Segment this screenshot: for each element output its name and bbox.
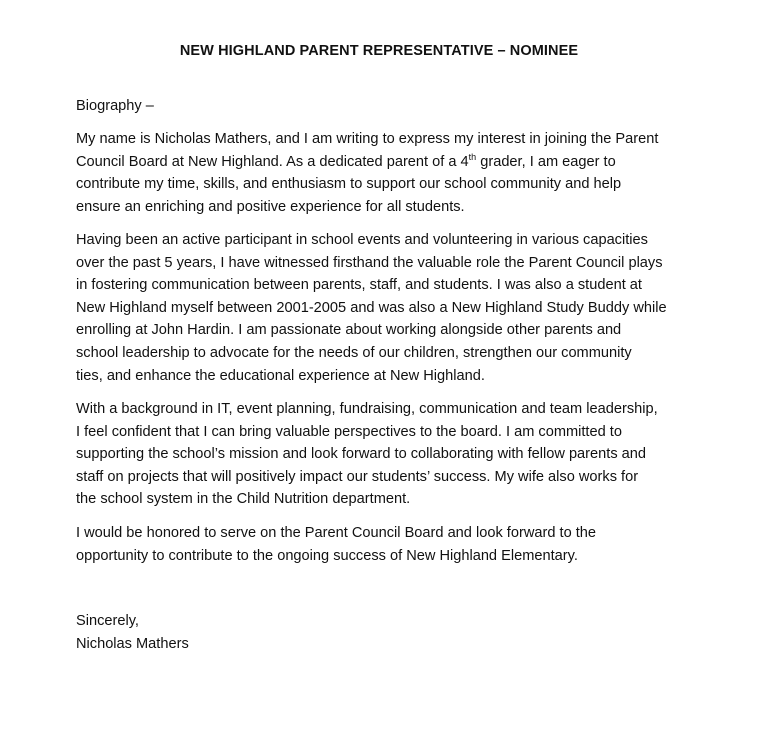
paragraph-line: school leadership to advocate for the needs of our children, strengthen our community <box>76 344 632 361</box>
paragraph-line <box>76 151 716 174</box>
document-title: NEW HIGHLAND PARENT REPRESENTATIVE – NOMINEE <box>179 43 579 59</box>
paragraph-introduction <box>76 128 716 218</box>
paragraph-line: staff on projects that will positively impact our students’ success. My wife also works for <box>76 468 639 485</box>
paragraph-line: in fostering communication between parents, staff, and students. I was also a student at <box>76 277 642 294</box>
paragraph-conclusion <box>76 522 716 567</box>
paragraph-line: New Highland myself between 2001-2005 and was also a New Highland Study Buddy while <box>76 299 667 316</box>
closing-salutation: Sincerely, <box>76 613 139 629</box>
paragraph-line: I would be honored to serve on the Parent Council Board and look forward to the <box>76 525 597 541</box>
paragraph-line: supporting the school’s mission and look forward to collaborating with fellow parents and <box>76 446 647 463</box>
paragraph-line: Having been an active participant in school events and volunteering in various capacities <box>76 232 648 248</box>
line-text: grader, I am eager to <box>476 153 616 170</box>
paragraph-experience <box>76 229 716 387</box>
signature-name: Nicholas Mathers <box>76 635 189 652</box>
paragraph-line: contribute my time, skills, and enthusiasm to support our school community and help <box>76 176 622 193</box>
paragraph-line: opportunity to contribute to the ongoing success of New Highland Elementary. <box>76 547 578 564</box>
paragraph-line: the school system in the Child Nutrition department. <box>76 491 411 508</box>
line-text: Council Board at New Highland. As a dedicated parent of a 4 <box>76 153 469 170</box>
paragraph-line: over the past 5 years, I have witnessed firsthand the valuable role the Parent Council plays <box>76 254 663 271</box>
ordinal-superscript: th <box>468 151 477 162</box>
paragraph-line: ensure an enriching and positive experience for all students. <box>76 198 465 215</box>
paragraph-line: I feel confident that I can bring valuable perspectives to the board. I am committed to <box>76 423 622 440</box>
signature-block <box>76 610 716 655</box>
paragraph-background <box>76 398 716 511</box>
paragraph-line: My name is Nicholas Mathers, and I am writing to express my interest in joining the Parent <box>76 131 659 147</box>
biography-label: Biography – <box>76 98 154 114</box>
paragraph-line: enrolling at John Hardin. I am passionate about working alongside other parents and <box>76 322 622 339</box>
paragraph-line: With a background in IT, event planning, fundraising, communication and team leadership, <box>76 401 658 417</box>
paragraph-line: ties, and enhance the educational experience at New Highland. <box>76 367 485 384</box>
